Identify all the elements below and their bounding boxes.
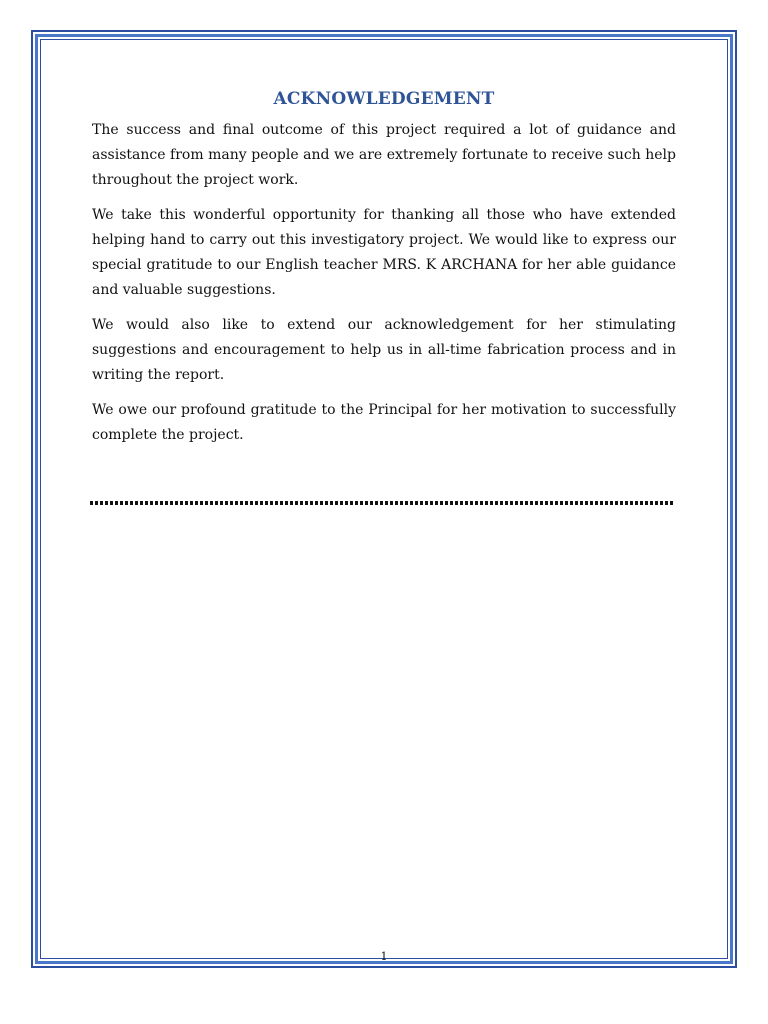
paragraph-4: We owe our profound gratitude to the Principal for her motivation to successfully complete the project. bbox=[92, 402, 676, 443]
paragraph-1: The success and final outcome of this project required a lot of guidance and assistance from many people and we are extremely fortunate to receive such help throughout the project work. bbox=[92, 122, 676, 188]
page-number: 1 bbox=[380, 950, 388, 963]
dotted-divider bbox=[90, 501, 675, 505]
page-title: ACKNOWLEDGEMENT bbox=[273, 89, 495, 109]
document-body bbox=[92, 86, 676, 458]
paragraph-3: We would also like to extend our acknowledgement for her stimulating suggestions and encouragement to help us in all-time fabrication process and in writing the report. bbox=[92, 317, 676, 383]
paragraph-2: We take this wonderful opportunity for thanking all those who have extended helping hand to carry out this investigatory project. We would like to express our special gratitude to our English teacher MRS. K ARCHANA for her able guidance and valuable suggestions. bbox=[92, 207, 676, 298]
